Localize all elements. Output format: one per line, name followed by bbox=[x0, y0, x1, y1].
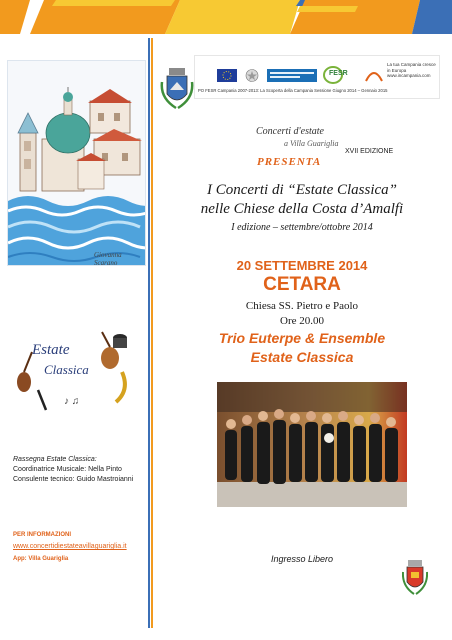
town-crest-icon bbox=[402, 560, 428, 596]
top-decorative-stripes bbox=[0, 0, 452, 34]
performer-line1: Trio Euterpe & Ensemble bbox=[218, 330, 386, 346]
event-title-line1: I Concerti di “Estate Classica” bbox=[206, 182, 397, 198]
consultant-name: Guido Mastroianni bbox=[76, 476, 134, 483]
amalfi-coast-watercolor bbox=[7, 60, 146, 266]
performer-line2: Estate Classica bbox=[250, 349, 354, 365]
organizer-subtitle: a Villa Guariglia bbox=[284, 139, 339, 148]
municipal-crest-icon bbox=[160, 68, 194, 112]
info-website-link[interactable]: www.concertidiestateavillaguariglia.it bbox=[13, 543, 127, 550]
sponsor-caption: PO FESR Campania 2007-2013: La Scoperta della Campania Sessione Giugno 2014 – Gennaio 2015 bbox=[198, 88, 388, 93]
consultant-line bbox=[13, 476, 133, 483]
logo-word-classica: Classica bbox=[44, 362, 89, 377]
sponsor-banner bbox=[194, 55, 440, 99]
sponsor-slogan: La tua Campania cresce in Europa www.incampania.com bbox=[387, 62, 436, 78]
estate-classica-logo bbox=[12, 328, 138, 412]
info-heading: PER INFORMAZIONI bbox=[13, 532, 71, 538]
ensemble-photo bbox=[217, 382, 407, 507]
coordinator-line bbox=[13, 466, 122, 473]
vertical-divider-orange bbox=[151, 38, 153, 628]
coordinator-name: Nella Pinto bbox=[88, 466, 122, 473]
organizer-title: Concerti d'estate bbox=[256, 126, 324, 137]
svg-text:♪ ♫: ♪ ♫ bbox=[64, 396, 80, 407]
info-app-name: App: Villa Guariglia bbox=[13, 556, 69, 562]
logo-word-estate: Estate bbox=[32, 342, 70, 358]
event-title-line2: nelle Chiese della Costa d’Amalfi bbox=[200, 201, 404, 217]
consultant-label: Consulente tecnico: bbox=[13, 476, 77, 483]
event-time: Ore 20.00 bbox=[280, 315, 324, 327]
event-venue: Chiesa SS. Pietro e Paolo bbox=[245, 300, 359, 312]
rassegna-label: Rassegna Estate Classica: bbox=[13, 456, 97, 463]
regione-campania-logo bbox=[267, 69, 317, 82]
eu-flag-icon bbox=[217, 69, 237, 82]
edition-label: XVII EDIZIONE bbox=[345, 148, 394, 155]
fesr-label: FESR bbox=[329, 70, 348, 77]
coordinator-label: Coordinatrice Musicale: bbox=[13, 466, 89, 473]
presenta-label: PRESENTA bbox=[257, 156, 322, 168]
event-title-line3: I edizione – settembre/ottobre 2014 bbox=[231, 222, 373, 233]
event-city: CETARA bbox=[263, 274, 341, 295]
admission-note: Ingresso Libero bbox=[270, 554, 334, 564]
artist-signature: Giovanna Scarano bbox=[94, 251, 122, 266]
campania-europa-icon bbox=[365, 69, 383, 82]
event-date: 20 SETTEMBRE 2014 bbox=[236, 258, 368, 273]
italian-republic-emblem-icon bbox=[245, 69, 259, 82]
vertical-divider-blue bbox=[148, 38, 150, 628]
